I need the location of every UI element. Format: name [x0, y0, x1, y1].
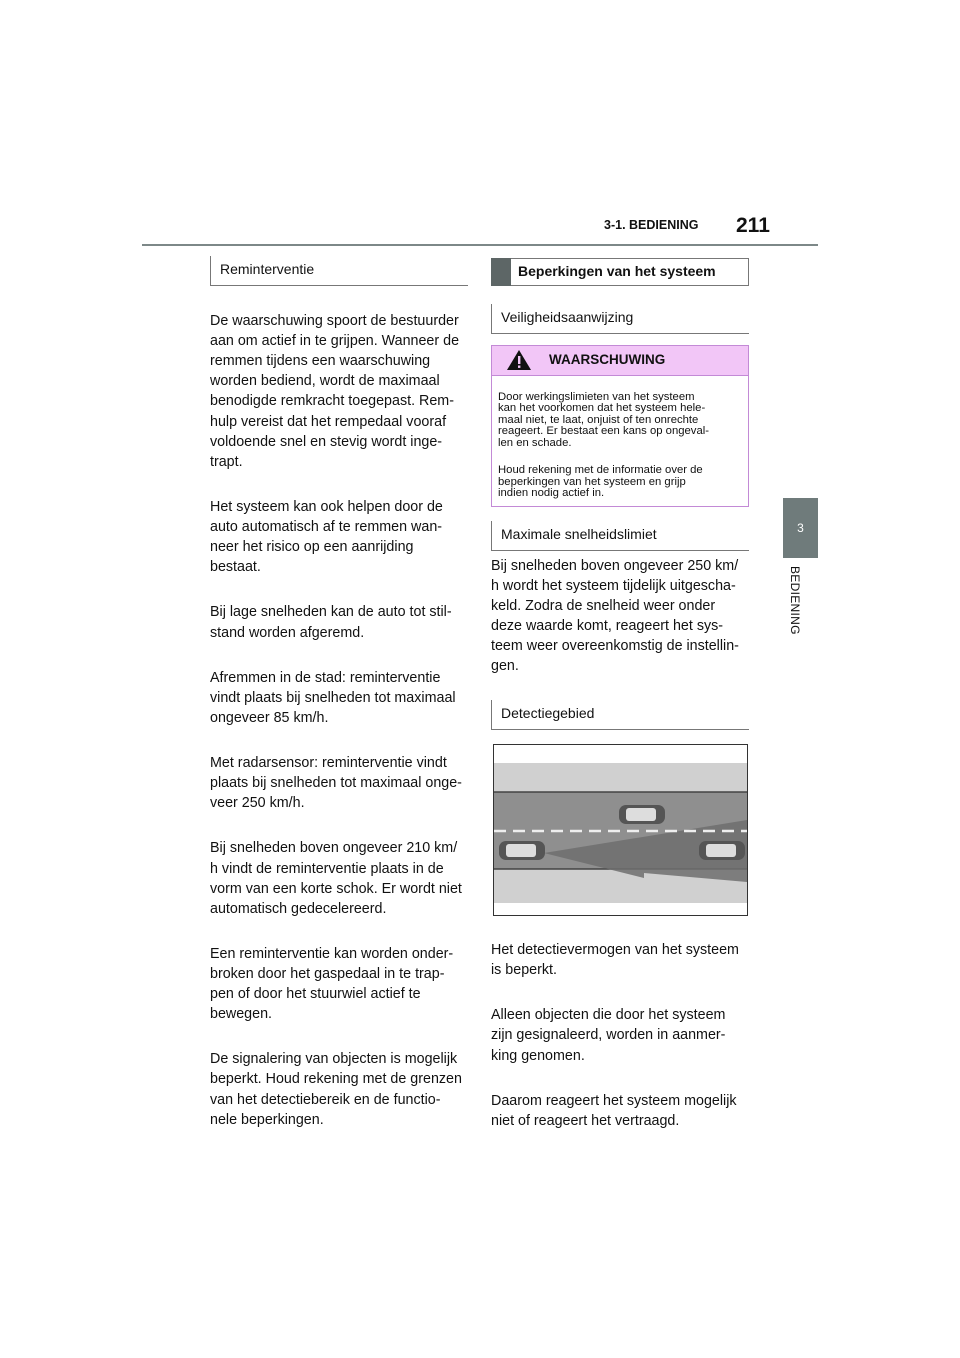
- detection-heading: Detectiegebied: [491, 700, 749, 730]
- detection-area-illustration: [493, 744, 748, 916]
- warning-text: Door werkingslimieten van het systeem kan het voorkomen dat het systeem hele- maal niet, te laat, onjuist of ten onrechte reageert. Er bestaat een kans op ongeval- len en schade.: [498, 390, 710, 449]
- warning-header: [492, 346, 748, 376]
- limitations-heading-text: Beperkingen van het systeem: [518, 263, 716, 279]
- limitations-heading: [491, 258, 749, 286]
- warning-text: Houd rekening met de informatie over de beperkingen van het systeem en grijp indien nodig actief in.: [498, 464, 703, 500]
- detection-body: [491, 920, 761, 1156]
- chapter-tab: [783, 498, 818, 558]
- section-title: 3-1. BEDIENING: [604, 218, 699, 232]
- chapter-number: 3: [797, 521, 804, 535]
- left-body: [210, 291, 480, 1155]
- paragraph: Het detectievermogen van het systeem is beperkt.: [491, 942, 739, 979]
- speed-paragraph: Bij snelheden boven ongeveer 250 km/ h wordt het systeem tijdelijk uitgescha- keld. Zodra de snelheid weer onder deze waarde komt, reageert het sys- teem weer overeenkomstig de instellin- gen.: [491, 558, 739, 675]
- warning-triangle-icon: [506, 349, 532, 371]
- heading-marker: [491, 258, 511, 286]
- car-icon: [699, 841, 745, 860]
- reminterventie-heading: Reminterventie: [210, 256, 468, 286]
- paragraph: De waarschuwing spoort de bestuurder aan om actief in te grijpen. Wanneer de remmen tijdens een waarschuwing worden bediend, wordt de maximaal benodigde remkracht toegepast. Rem- hulp vereist dat het rempedaal vooraf voldoende snel en stevig wordt inge- trapt.: [210, 313, 460, 470]
- car-icon: [499, 841, 545, 860]
- page-number: 211: [736, 214, 770, 237]
- paragraph: Daarom reageert het systeem mogelijk niet of reageert het vertraagd.: [491, 1092, 737, 1129]
- speed-limit-heading: Maximale snelheidslimiet: [491, 521, 749, 551]
- warning-box: [491, 345, 749, 507]
- car-icon: [619, 805, 665, 824]
- paragraph: Bij snelheden boven ongeveer 210 km/ h vindt de reminterventie plaats in de vorm van een korte schok. Er wordt niet automatisch gedecelereerd.: [210, 840, 462, 917]
- warning-title: WAARSCHUWING: [549, 352, 666, 367]
- header-divider: [142, 244, 818, 246]
- paragraph: Een reminterventie kan worden onder- broken door het gaspedaal in te trap- pen of door het stuurwiel actief te bewegen.: [210, 945, 454, 1023]
- paragraph: Bij lage snelheden kan de auto tot stil- stand worden afgeremd.: [210, 604, 452, 641]
- safety-heading: Veiligheidsaanwijzing: [491, 304, 749, 334]
- paragraph: De signalering van objecten is mogelijk beperkt. Houd rekening met de grenzen van het detectiebereik en de functio- nele beperkingen.: [210, 1051, 462, 1128]
- paragraph: Alleen objecten die door het systeem zijn gesignaleerd, worden in aanmer- king genomen.: [491, 1007, 726, 1064]
- chapter-label: BEDIENING: [788, 566, 802, 635]
- paragraph: Afremmen in de stad: reminterventie vindt plaats bij snelheden tot maximaal ongeveer 85 km/h.: [210, 669, 456, 726]
- paragraph: Het systeem kan ook helpen door de auto automatisch af te remmen wan- neer het risico op een aanrijding bestaat.: [210, 498, 443, 576]
- paragraph: Met radarsensor: reminterventie vindt plaats bij snelheden tot maximaal onge- veer 250 km/h.: [210, 755, 462, 812]
